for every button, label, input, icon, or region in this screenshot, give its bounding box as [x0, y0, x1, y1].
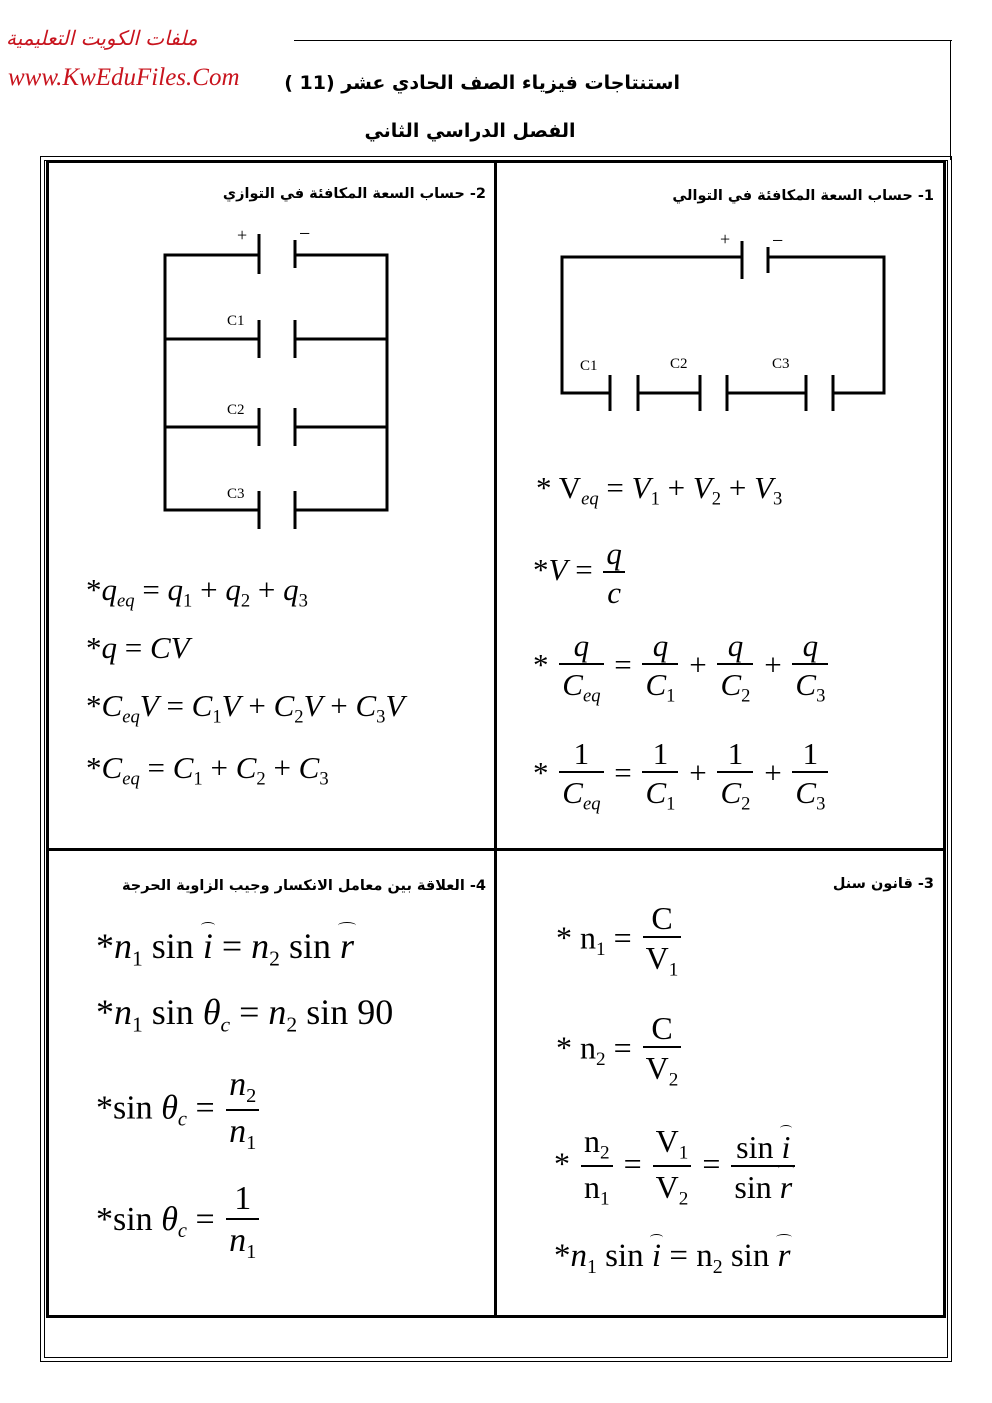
capacitor-label-c3: C3	[772, 356, 790, 372]
capacitor-label-c2: C2	[670, 356, 688, 372]
equation-index-n1: * $n_1$ = $\frac{C}{V_1}$	[556, 902, 684, 980]
capacitor-label-c1: C1	[227, 313, 245, 329]
equation-charge-capacitance: *q = CV	[86, 630, 190, 665]
watermark-url: www.KwEduFiles.Com	[8, 64, 240, 91]
equation-snell-angles: $*n_1$ $\sin i = n_2$ sin r	[96, 926, 354, 971]
equation-sin-critical-inverse: *sin $\theta_c$ = $\frac{1}{n_1}$	[96, 1182, 262, 1263]
section-4-heading: 4- العلاقة بين معامل الانكسار وجيب الزاوية الحرجة	[122, 878, 486, 894]
section-2-heading: 2- حساب السعة المكافئة في التوازي	[222, 186, 486, 202]
frame-right-line	[950, 40, 951, 160]
capacitor-label-c1: C1	[580, 358, 598, 374]
equation-critical-angle-snell: $*n_1$ $\sin \theta_c = n_2$ sin 90	[96, 992, 394, 1037]
battery-plus-label: +	[720, 229, 731, 249]
equation-parallel-charge-sum: $*q_{eq} = q_1 + q_2 + q_3$	[86, 572, 308, 612]
grid-vertical-divider	[494, 160, 497, 1318]
frame-top-line	[294, 40, 952, 41]
capacitor-label-c3: C3	[227, 486, 245, 502]
section-1-heading: 1- حساب السعة المكافئة في التوالي	[672, 188, 934, 204]
equation-parallel-cv-sum: $*C_{eq}V = C_1V + C_2V + C_3V$	[86, 688, 405, 728]
parallel-circuit-diagram	[155, 222, 400, 532]
page-subtitle: الفصل الدراسي الثاني	[364, 120, 576, 142]
equation-index-n2: * $n_2$ = $\frac{C}{V_2}$	[556, 1012, 684, 1090]
section-3-heading: 3- قانون سنل	[832, 876, 934, 892]
equation-series-charge-ratio: * $\frac{q}{C_{eq}}$ = $\frac{q}{C_1}$ + $\frac{q}{C_2}$ + $\frac{q}{C_3}$	[533, 630, 831, 706]
equation-snell-law: $*n_1$ $\sin i = n_2$ sin r	[554, 1238, 791, 1278]
equation-series-capacitance: * $\frac{1}{C_{eq}}$ = $\frac{1}{C_1}$ + $\frac{1}{C_2}$ + $\frac{1}{C_3}$	[533, 738, 831, 814]
page-title: استنتاجات فيزياء الصف الحادي عشر (11 )	[284, 72, 680, 94]
equation-index-ratio: * $\frac{n_2}{n_1}$ = $\frac{V_1}{V_2}$ = $\frac{\text{sin i}}{\text{sin r}}$	[554, 1125, 798, 1209]
battery-plus-label: +	[237, 225, 248, 245]
grid-horizontal-divider	[46, 848, 946, 851]
battery-minus-label: −	[772, 230, 784, 252]
equation-series-voltage-sum: * $V_{eq} = V_1 + V_2 + V_3$	[536, 470, 783, 510]
equation-sin-critical-ratio: *sin $\theta_c$ = $\frac{n_2}{n_1}$	[96, 1068, 262, 1153]
equation-parallel-capacitance: $*C_{eq} = C_1 + C_2 + C_3$	[86, 750, 329, 790]
watermark-arabic: ملفات الكويت التعليمية	[6, 26, 198, 50]
battery-minus-label: −	[299, 223, 311, 245]
equation-voltage-charge: *V = $\frac{q}{c}$	[533, 538, 628, 608]
capacitor-label-c2: C2	[227, 402, 245, 418]
series-circuit-diagram	[550, 225, 895, 425]
